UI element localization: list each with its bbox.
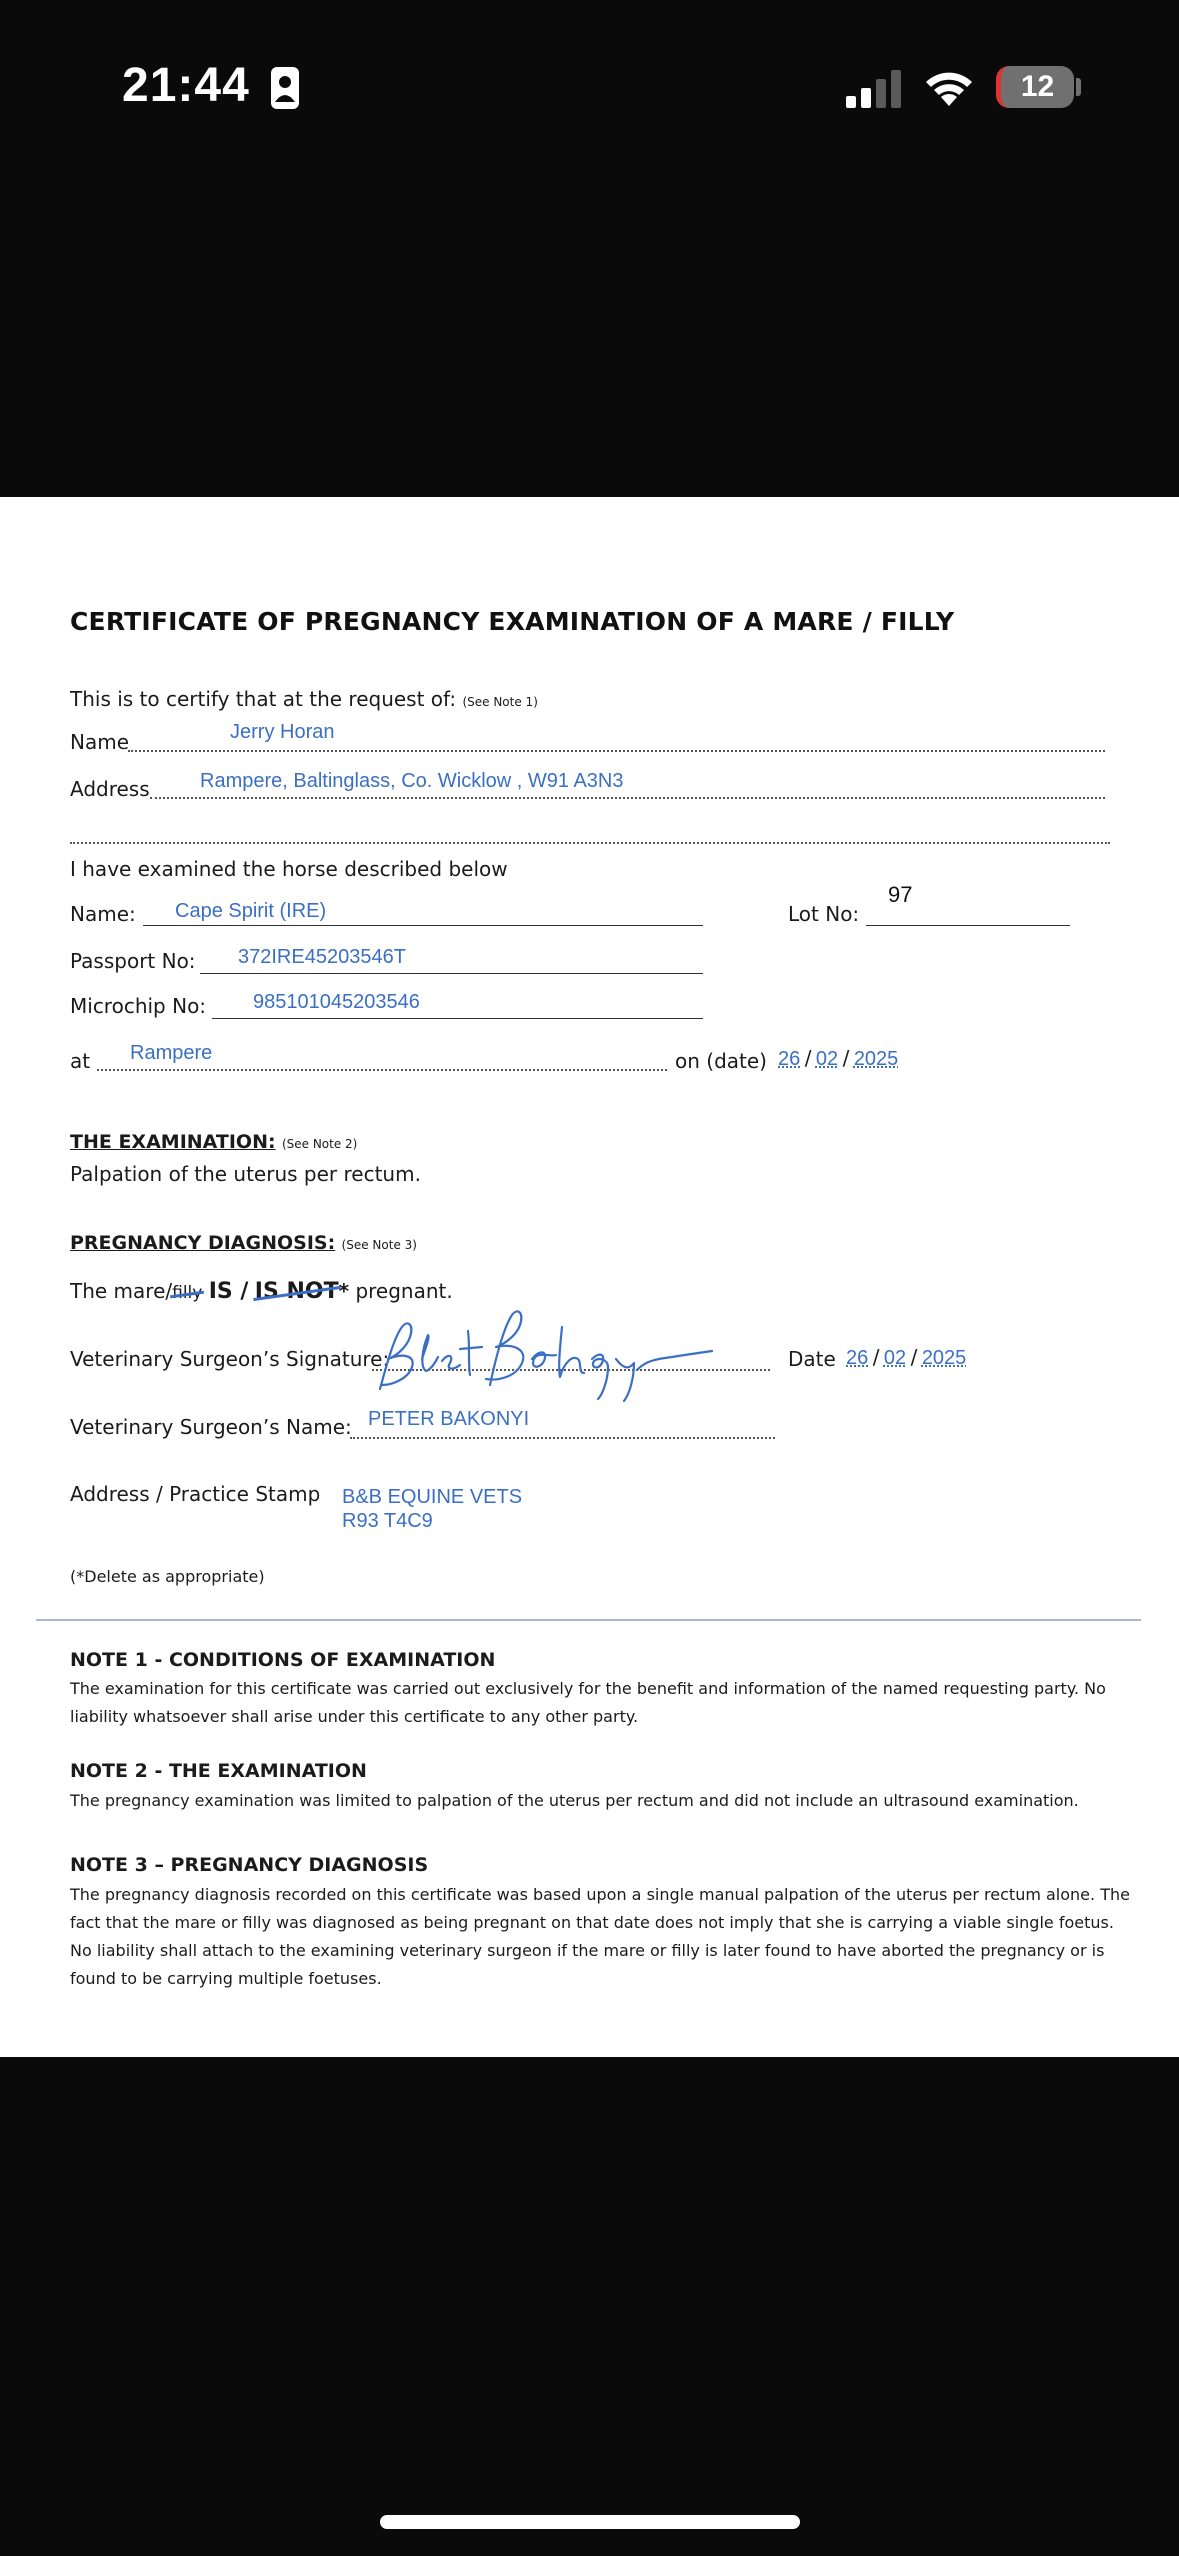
- vet-name-line: [350, 1437, 775, 1439]
- passport-value: 372IRE45203546T: [238, 946, 406, 968]
- exam-date-month: 02: [815, 1048, 839, 1070]
- diagnosis-asterisk: *: [338, 1279, 350, 1303]
- microchip-line: [212, 1018, 703, 1019]
- page-title: CERTIFICATE OF PREGNANCY EXAMINATION OF A MARE / FILLY: [70, 607, 955, 636]
- stamp-line-1: B&B EQUINE VETS: [342, 1486, 523, 1508]
- diagnosis-heading: PREGNANCY DIAGNOSIS:: [70, 1232, 336, 1254]
- exam-date-sep-2: /: [842, 1046, 850, 1070]
- on-date-label: on (date): [675, 1049, 767, 1073]
- person-badge-icon: [270, 66, 300, 110]
- horse-name-line: [143, 925, 703, 926]
- horse-name-label: Name:: [70, 902, 136, 926]
- vet-date-label: Date: [788, 1347, 836, 1371]
- requester-address-line: [150, 797, 1105, 799]
- diagnosis-prefix: The mare/: [70, 1279, 173, 1303]
- vet-name-value: PETER BAKONYI: [368, 1408, 530, 1430]
- diagnosis-suffix: pregnant.: [355, 1279, 453, 1303]
- note-1-heading: NOTE 1 - CONDITIONS OF EXAMINATION: [70, 1649, 496, 1671]
- vet-date: [846, 1345, 966, 1370]
- battery-tip: [1076, 78, 1081, 96]
- lot-value: 97: [888, 882, 913, 907]
- exam-date-year: 2025: [853, 1048, 899, 1070]
- home-indicator[interactable]: [380, 2515, 800, 2529]
- wifi-icon: [922, 66, 976, 108]
- vet-name-label: Veterinary Surgeon’s Name:: [70, 1415, 352, 1439]
- exam-date-day: 26: [778, 1048, 801, 1070]
- practice-stamp: [342, 1485, 522, 1533]
- examination-text: Palpation of the uterus per rectum.: [70, 1162, 421, 1186]
- see-note-1: (See Note 1): [462, 695, 538, 709]
- see-note-2: (See Note 2): [281, 1137, 358, 1151]
- vet-date-year: 2025: [921, 1347, 967, 1369]
- practice-stamp-label: Address / Practice Stamp: [70, 1482, 321, 1506]
- signature-image: [372, 1297, 732, 1407]
- requester-name-label: Name: [70, 730, 130, 754]
- status-time: 21:44: [122, 59, 250, 112]
- note-3-heading: NOTE 3 – PREGNANCY DIAGNOSIS: [70, 1854, 429, 1876]
- passport-label: Passport No:: [70, 949, 196, 973]
- microchip-label: Microchip No:: [70, 994, 207, 1018]
- lot-line: [866, 925, 1070, 926]
- diagnosis-is: IS /: [208, 1279, 249, 1304]
- microchip-value: 985101045203546: [253, 991, 420, 1013]
- vet-date-sep-1: /: [872, 1345, 880, 1369]
- at-value: Rampere: [130, 1042, 213, 1064]
- diagnosis-is-not: IS NOT: [254, 1279, 339, 1304]
- examination-heading: THE EXAMINATION:: [70, 1131, 276, 1153]
- requester-name-value: Jerry Horan: [230, 721, 335, 743]
- note-2-heading: NOTE 2 - THE EXAMINATION: [70, 1760, 367, 1782]
- certificate-page: [0, 497, 1179, 2057]
- passport-line: [200, 973, 703, 974]
- exam-date-sep-1: /: [804, 1046, 812, 1070]
- requester-address-label: Address: [70, 777, 150, 801]
- requester-address-value: Rampere, Baltinglass, Co. Wicklow , W91 A3N3: [200, 770, 624, 792]
- exam-date: [778, 1046, 898, 1071]
- battery-level: 12: [996, 66, 1074, 108]
- vet-date-day: 26: [846, 1347, 869, 1369]
- address-extra-line: [70, 842, 1110, 844]
- vet-date-sep-2: /: [910, 1345, 918, 1369]
- delete-note: (*Delete as appropriate): [70, 1567, 265, 1586]
- notes-separator: [36, 1619, 1141, 1621]
- requester-name-line: [128, 750, 1105, 752]
- vet-date-month: 02: [883, 1347, 907, 1369]
- certify-line: [70, 687, 538, 711]
- diagnosis-filly: filly: [172, 1283, 203, 1303]
- at-line: [97, 1069, 667, 1071]
- examined-text: I have examined the horse described below: [70, 857, 508, 881]
- cellular-signal-icon: [846, 70, 904, 108]
- lot-label: Lot No:: [788, 902, 860, 926]
- stamp-line-2: R93 T4C9: [342, 1510, 433, 1532]
- examination-heading-line: [70, 1129, 357, 1153]
- horse-name-value: Cape Spirit (IRE): [175, 900, 327, 922]
- note-1-text: The examination for this certificate was carried out exclusively for the benefit and information of the named requesting party. No liability whatsoever shall arise under this certificate to any other party.: [70, 1679, 1106, 1726]
- certify-text: This is to certify that at the request of:: [70, 687, 457, 711]
- note-2-text: The pregnancy examination was limited to palpation of the uterus per rectum and did not include an ultrasound examination.: [70, 1791, 1079, 1810]
- diagnosis-heading-line: [70, 1230, 417, 1254]
- note-3-text: The pregnancy diagnosis recorded on this certificate was based upon a single manual palpation of the uterus per rectum alone. The fact that the mare or filly was diagnosed as being pregnant on that date does not imply that she is carrying a viable single foetus. No liability shall attach to the examining veterinary surgeon if the mare or filly is later found to have aborted the pregnancy or is found to be carrying multiple foetuses.: [70, 1885, 1130, 1988]
- at-label: at: [70, 1049, 91, 1073]
- see-note-3: (See Note 3): [341, 1238, 417, 1252]
- signature-label: Veterinary Surgeon’s Signature:: [70, 1347, 390, 1371]
